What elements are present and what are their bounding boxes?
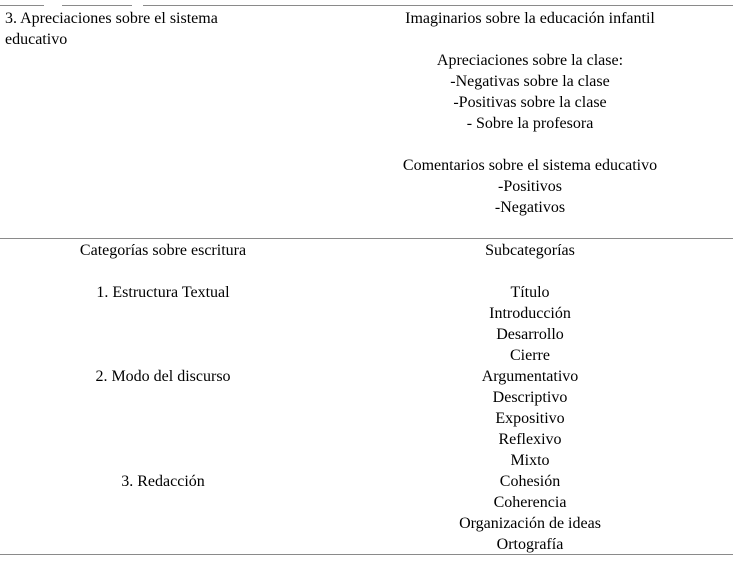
- subcategory-item: Reflexivo: [498, 431, 562, 448]
- blank-line: [330, 134, 730, 155]
- subcategory-item: Descriptivo: [492, 389, 568, 406]
- category-modo-discurso: 2. Modo del discurso: [95, 368, 231, 385]
- subcategory-item: Título: [510, 284, 550, 301]
- category-estructura-textual: 1. Estructura Textual: [96, 284, 230, 301]
- subcategory-item: Argumentativo: [481, 368, 579, 385]
- top-rule-segment: [0, 5, 44, 6]
- category-apreciaciones: 3. Apreciaciones sobre el sistema educativo: [5, 10, 218, 48]
- subcategory-item: Expositivo: [495, 410, 565, 427]
- subcategory-line: -Negativas sobre la clase: [450, 73, 610, 90]
- subcategory-line: -Negativos: [494, 199, 566, 216]
- subcategory-line: Apreciaciones sobre la clase:: [436, 52, 624, 69]
- subcategory-item: Organización de ideas: [459, 515, 601, 532]
- table-bottom-rule: [0, 554, 733, 555]
- lower-subcategories: [330, 240, 730, 555]
- subcategory-line: -Positivas sobre la clase: [453, 94, 607, 111]
- subcategory-line: Comentarios sobre el sistema educativo: [402, 157, 658, 174]
- upper-subcategories: [330, 8, 730, 218]
- category-redaccion: 3. Redacción: [121, 473, 205, 490]
- subcategory-line: -Positivos: [497, 178, 562, 195]
- subcategory-item: Ortografía: [496, 536, 564, 553]
- subcategory-line: Imaginarios sobre la educación infantil: [405, 10, 655, 27]
- subcategory-line: - Sobre la profesora: [466, 115, 594, 132]
- section-divider: [0, 238, 733, 239]
- blank-line: [330, 261, 730, 282]
- top-rule-segment: [143, 5, 733, 6]
- column-header-categories: Categorías sobre escritura: [79, 242, 247, 259]
- subcategory-item: Desarrollo: [496, 326, 564, 343]
- subcategory-item: Introducción: [489, 305, 571, 322]
- column-header-subcategories: Subcategorías: [485, 242, 575, 259]
- subcategory-item: Cierre: [510, 347, 550, 364]
- top-rule-segment: [62, 5, 132, 6]
- blank-line: [330, 29, 730, 50]
- subcategory-item: Cohesión: [499, 473, 561, 490]
- subcategory-item: Coherencia: [493, 494, 567, 511]
- subcategory-item: Mixto: [510, 452, 550, 469]
